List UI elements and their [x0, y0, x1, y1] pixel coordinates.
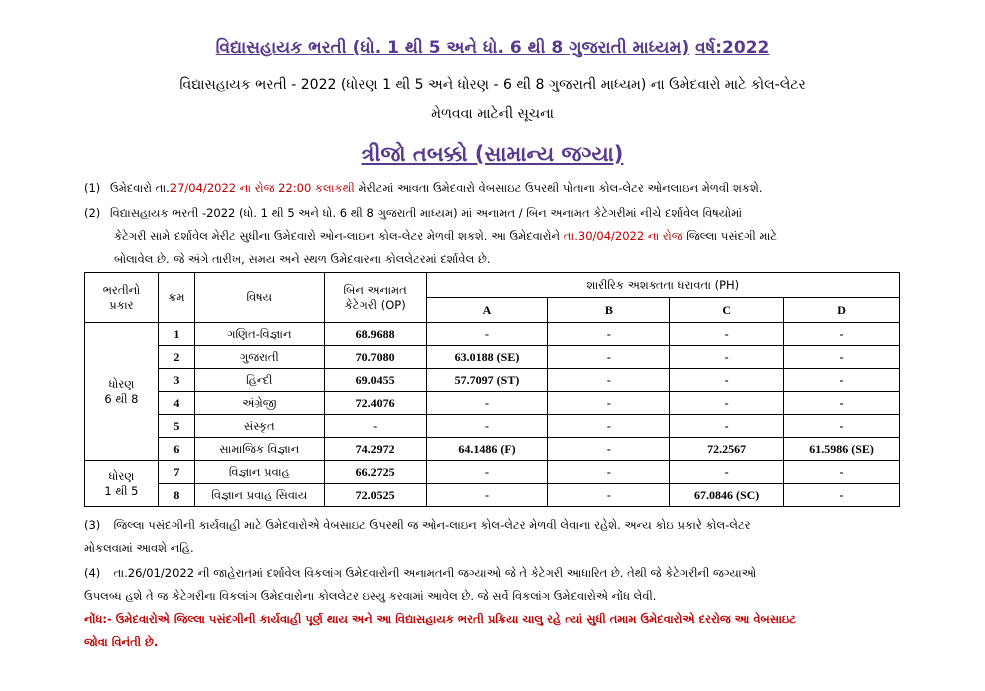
group-cell: ધોરણ 1 થી 5	[85, 461, 159, 507]
cell-a: -	[426, 484, 548, 507]
cell-d: -	[784, 484, 900, 507]
cell-subject: હિન્દી	[194, 369, 324, 392]
point-2-date: તા.30/04/2022 ના રોજ	[563, 229, 683, 243]
cell-d: -	[784, 346, 900, 369]
phase-heading: ત્રીજો તબક્કો (સામાન્ય જગ્યા)	[361, 142, 624, 166]
cell-a: 64.1486 (F)	[426, 438, 548, 461]
cell-op: 72.4076	[324, 392, 426, 415]
point-2-number: (2)	[84, 206, 101, 220]
cell-op: 72.0525	[324, 484, 426, 507]
cell-no: 5	[158, 415, 194, 438]
cell-a: -	[426, 392, 548, 415]
header-ph: શારીરિક અશક્તતા ધરાવતા (PH)	[426, 273, 899, 298]
point-2-line3: બોલાવેલ છે. જે અંગે તારીખ, સમય અને સ્થળ ઉમેદવારના કોલલેટરમાં દર્શાવેલ છે.	[114, 252, 491, 266]
table-row	[85, 484, 900, 507]
point-1	[84, 177, 904, 200]
cell-b: -	[548, 484, 670, 507]
table-row	[85, 392, 900, 415]
merit-table	[84, 272, 900, 507]
table-row	[85, 461, 900, 484]
point-1-text-b: મેરીટમાં આવતા ઉમેદવારો વેબસાઇટ ઉપરથી પોતાના કોલ-લેટર ઓનલાઇન મેળવી શકશે.	[354, 181, 763, 195]
group-cell: ધોરણ 6 થી 8	[85, 323, 159, 461]
point-2	[84, 202, 904, 271]
subtitle-line1: વિદ્યાસહાયક ભરતી - 2022 (ધોરણ 1 થી 5 અને ધોરણ - 6 થી 8 ગુજરાતી માધ્યમ) ના ઉમેદવારો માટે કોલ-લેટર	[179, 77, 806, 93]
table-row	[85, 369, 900, 392]
cell-op: 69.0455	[324, 369, 426, 392]
cell-c: 67.0846 (SC)	[670, 484, 784, 507]
point-2-line2a: કેટેગરી સામે દર્શાવેલ મેરીટ સુધીના ઉમેદવારો ઓન-લાઇન કોલ-લેટર મેળવી શકશે. આ ઉમેદવારોને	[114, 229, 564, 243]
cell-a: -	[426, 323, 548, 346]
cell-no: 4	[158, 392, 194, 415]
table-row	[85, 415, 900, 438]
cell-c: -	[670, 346, 784, 369]
cell-d: 61.5986 (SE)	[784, 438, 900, 461]
header-ph-c: C	[670, 298, 784, 323]
table-row	[85, 438, 900, 461]
cell-b: -	[548, 438, 670, 461]
cell-d: -	[784, 323, 900, 346]
cell-a: 57.7097 (ST)	[426, 369, 548, 392]
cell-a: -	[426, 415, 548, 438]
cell-d: -	[784, 415, 900, 438]
cell-a: -	[426, 461, 548, 484]
point-1-date: 27/04/2022 ના રોજ 22:00 કલાકથી	[169, 181, 355, 195]
cell-op: 66.2725	[324, 461, 426, 484]
cell-b: -	[548, 415, 670, 438]
header-ph-d: D	[784, 298, 900, 323]
cell-no: 7	[158, 461, 194, 484]
cell-subject: વિજ્ઞાન પ્રવાહ	[194, 461, 324, 484]
cell-d: -	[784, 461, 900, 484]
cell-subject: સામાજિક વિજ્ઞાન	[194, 438, 324, 461]
cell-no: 8	[158, 484, 194, 507]
point-4	[84, 562, 904, 608]
point-2-line2b: જિલ્લા પસંદગી માટે	[682, 229, 778, 243]
cell-c: -	[670, 461, 784, 484]
cell-subject: વિજ્ઞાન પ્રવાહ સિવાય	[194, 484, 324, 507]
cell-no: 3	[158, 369, 194, 392]
cell-subject: ગુજરાતી	[194, 346, 324, 369]
cell-c: -	[670, 415, 784, 438]
note	[84, 608, 904, 654]
cell-b: -	[548, 369, 670, 392]
note-line1: નોંધ:- ઉમેદવારોએ જિલ્લા પસંદગીની કાર્યવાહી પૂર્ણ થાય અને આ વિદ્યાસહાયક ભરતી પ્રક્રિયા ચાલુ રહે ત્યાં સુધી તમામ ઉમેદવારોએ દરરોજ આ વેબસાઇટ	[84, 612, 796, 626]
subtitle-line2: મેળવવા માટેની સૂચના	[431, 106, 554, 122]
header-no: ક્રમ	[158, 273, 194, 323]
cell-b: -	[548, 323, 670, 346]
cell-subject: સંસ્કૃત	[194, 415, 324, 438]
note-line2: જોવા વિનંતી છે.	[84, 635, 159, 649]
point-4-line2: ઉપલબ્ધ હશે તે જ કેટેગરીના વિકલાંગ ઉમેદવારોના કોલલેટર ઇસ્યુ કરવામાં આવેલ છે. જે સર્વે વિકલાંગ ઉમેદવારોએ નોંધ લેવી.	[84, 589, 657, 603]
cell-d: -	[784, 369, 900, 392]
cell-op: 74.2972	[324, 438, 426, 461]
cell-subject: અંગ્રેજી	[194, 392, 324, 415]
cell-op: 70.7080	[324, 346, 426, 369]
table-row	[85, 346, 900, 369]
cell-c: -	[670, 392, 784, 415]
cell-b: -	[548, 461, 670, 484]
cell-c: -	[670, 369, 784, 392]
cell-no: 1	[158, 323, 194, 346]
point-2-line1: વિદ્યાસહાયક ભરતી -2022 (ધો. 1 થી 5 અને ધો. 6 થી 8 ગુજરાતી માધ્યમ) માં અનામત / બિન અનામત કેટેગરીમાં નીચે દર્શાવેલ વિષયોમાં	[110, 206, 743, 220]
cell-a: 63.0188 (SE)	[426, 346, 548, 369]
point-1-number: (1)	[84, 181, 101, 195]
header-op: બિન અનામત કેટેગરી (OP)	[324, 273, 426, 323]
cell-c: 72.2567	[670, 438, 784, 461]
point-3-number: (3)	[84, 518, 101, 532]
table-row	[85, 323, 900, 346]
cell-b: -	[548, 392, 670, 415]
cell-op: 68.9688	[324, 323, 426, 346]
point-4-line1: તા.26/01/2022 ની જાહેરાતમાં દર્શાવેલ વિકલાંગ ઉમેદવારોની અનામતની જગ્યાઓ જે તે કેટેગરી આધારિત છે. તેથી જે કેટેગરીની જગ્યાઓ	[113, 566, 757, 580]
header-type: ભરતીનો પ્રકાર	[85, 273, 159, 323]
header-ph-b: B	[548, 298, 670, 323]
page-title	[0, 38, 985, 58]
title-main: વિદ્યાસહાયક ભરતી (ધો. 1 થી 5 અને ધો. 6 થી 8 ગુજરાતી માધ્યમ)	[215, 38, 690, 58]
header-ph-a: A	[426, 298, 548, 323]
cell-no: 6	[158, 438, 194, 461]
cell-d: -	[784, 392, 900, 415]
point-3-line1: જિલ્લા પસંદગીની કાર્યવાહી માટે ઉમેદવારોએ વેબસાઇટ ઉપરથી જ ઓન-લાઇન કોલ-લેટર મેળવી લેવાના રહેશે. અન્ય કોઇ પ્રકારે કોલ-લેટર	[113, 518, 751, 532]
cell-c: -	[670, 323, 784, 346]
title-year: વર્ષ:2022	[695, 38, 770, 58]
header-subject: વિષય	[194, 273, 324, 323]
cell-subject: ગણિત-વિજ્ઞાન	[194, 323, 324, 346]
point-3	[84, 514, 904, 560]
point-3-line2: મોકલવામાં આવશે નહિ.	[84, 541, 194, 555]
point-4-number: (4)	[84, 566, 101, 580]
point-1-text-a: ઉમેદવારો તા.	[110, 181, 170, 195]
cell-op: -	[324, 415, 426, 438]
cell-no: 2	[158, 346, 194, 369]
cell-b: -	[548, 346, 670, 369]
